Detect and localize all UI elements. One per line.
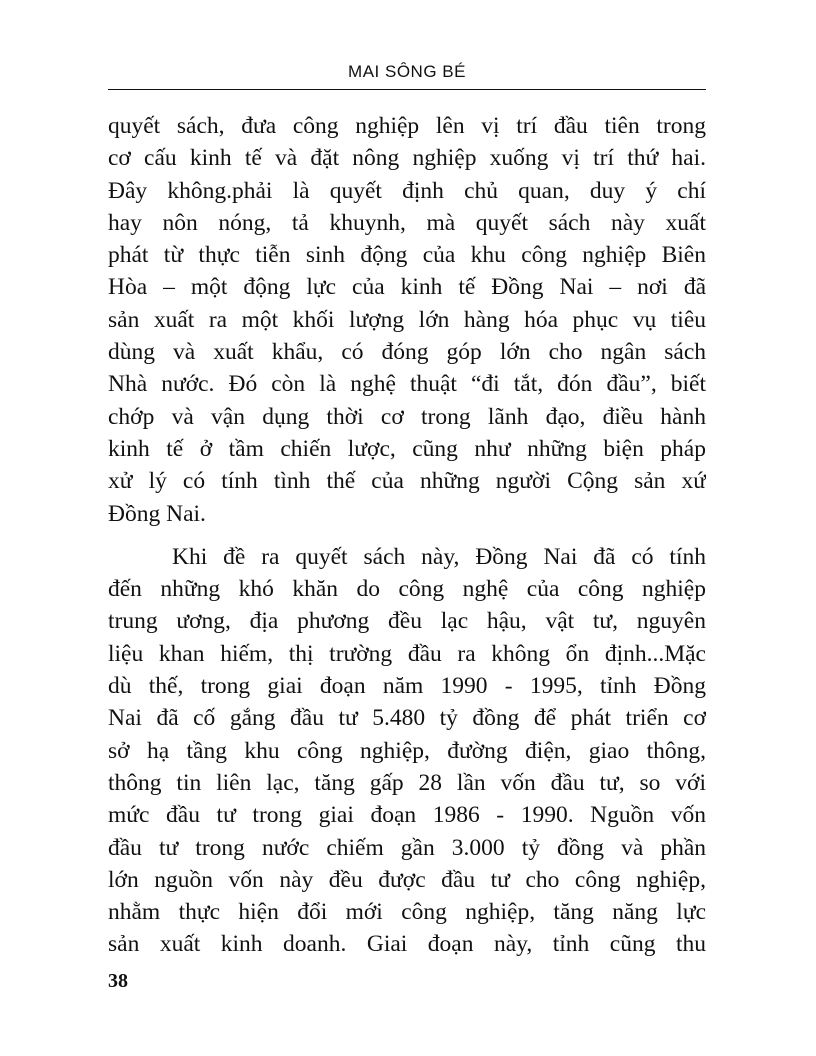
text-line: thông tin liên lạc, tăng gấp 28 lần vốn đầu tư, so với — [108, 769, 706, 796]
text-line: dùng và xuất khẩu, có đóng góp lớn cho ngân sách — [108, 339, 706, 366]
paragraph-1 — [108, 110, 706, 530]
text-line: sản xuất ra một khối lượng lớn hàng hóa phục vụ tiêu — [108, 306, 706, 333]
text-line: sản xuất kinh doanh. Giai đoạn này, tỉnh cũng thu — [108, 931, 706, 958]
text-line: đầu tư trong nước chiếm gần 3.000 tỷ đồng và phần — [108, 834, 706, 861]
header-rule — [108, 89, 706, 90]
text-line: Đây không.phải là quyết định chủ quan, duy ý chí — [108, 177, 706, 204]
page-number: 38 — [108, 970, 128, 992]
text-line: quyết sách, đưa công nghiệp lên vị trí đầu tiên trong — [108, 113, 706, 139]
text-line: Hòa – một động lực của kinh tế Đồng Nai – nơi đã — [108, 274, 706, 301]
text-line: Đồng Nai. — [108, 500, 206, 527]
text-line: xử lý có tính tình thế của những người Cộng sản xứ — [108, 468, 706, 495]
text-line: hay nôn nóng, tả khuynh, mà quyết sách này xuất — [108, 209, 706, 236]
text-line: phát từ thực tiễn sinh động của khu công nghiệp Biên — [108, 242, 706, 269]
text-line: Khi đề ra quyết sách này, Đồng Nai đã có tính — [172, 543, 706, 570]
paragraph-gap — [108, 530, 706, 541]
text-line: sở hạ tầng khu công nghiệp, đường điện, giao thông, — [108, 737, 706, 764]
header-title: MAI SÔNG BÉ — [348, 62, 466, 81]
text-line: kinh tế ở tầm chiến lược, cũng như những biện pháp — [108, 435, 706, 462]
text-line: mức đầu tư trong giai đoạn 1986 - 1990. Nguồn vốn — [108, 802, 706, 829]
text-line: trung ương, địa phương đều lạc hậu, vật tư, nguyên — [108, 608, 706, 635]
text-line: dù thế, trong giai đoạn năm 1990 - 1995, tỉnh Đồng — [108, 673, 706, 700]
running-header — [108, 62, 706, 92]
body-text — [108, 110, 706, 961]
text-line: đến những khó khăn do công nghệ của công nghiệp — [108, 576, 706, 603]
text-line: liệu khan hiếm, thị trường đầu ra không ổn định...Mặc — [108, 640, 706, 667]
text-line: Nhà nước. Đó còn là nghệ thuật “đi tắt, đón đầu”, biết — [108, 371, 706, 398]
text-line: lớn nguồn vốn này đều được đầu tư cho công nghiệp, — [108, 866, 706, 893]
text-line: nhằm thực hiện đổi mới công nghiệp, tăng năng lực — [108, 899, 706, 926]
text-line: cơ cấu kinh tế và đặt nông nghiệp xuống vị trí thứ hai. — [108, 145, 706, 172]
text-line: Nai đã cố gắng đầu tư 5.480 tỷ đồng để phát triển cơ — [108, 705, 706, 732]
paragraph-2 — [108, 541, 706, 961]
text-line: chớp và vận dụng thời cơ trong lãnh đạo, điều hành — [108, 403, 706, 430]
